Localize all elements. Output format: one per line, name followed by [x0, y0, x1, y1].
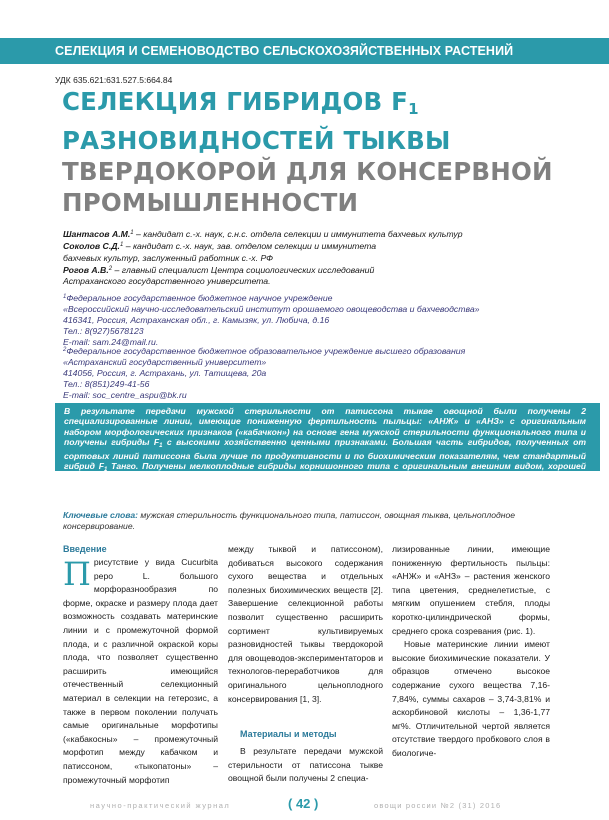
affiliation-phone: Тел.: 8(927)5678123: [63, 326, 144, 336]
section-heading-intro: Введение: [63, 544, 107, 554]
body-column-3: [392, 543, 550, 761]
intro-text: рисутствие у вида Cucurbita pepo L. большого морфоразнообразия по форме, окраске и размеру плода дает возможность создавать материнские линии и с промежуточной формой плода, и с различной окраской коры плода, что позволяет существенно расширить имеющийся отечественный селекционный материал в селекции на гетерозис, а также в первом поколении получать самые оригинальные морфотипы («кабакосны» – промежуточный морфотип между кабачком и патиссоном, «тыкопатоны» – промежуточный морфотип: [63, 557, 218, 785]
keywords: [63, 510, 573, 531]
paragraph: между тыквой и патиссоном), добиваться высокого содержания сухого вещества и отдельных полезных биохимических веществ [2]. Завершение селекционной работы позволит существенно расширить сортимент культивируемых разновидностей тыквы твердокорой для овощеводов-экспериментаторов и технологов-переработчиков для оригинального цельноплодного консервирования [1, 3].: [228, 544, 383, 704]
author-line: Рогов А.В.$^2$ – главный специалист Центра социологических исследований: [63, 264, 375, 275]
article-title: [62, 86, 582, 218]
affiliation-line: 414056, Россия, г. Астрахань, ул. Татищева, 20а: [63, 368, 267, 378]
authors-block: [63, 228, 533, 287]
section-header: СЕЛЕКЦИЯ И СЕМЕНОВОДСТВО СЕЛЬСКОХОЗЯЙСТВЕННЫХ РАСТЕНИЙ: [0, 38, 609, 64]
affiliation-line: «Астраханский государственный университет»: [63, 357, 267, 367]
affiliation-line: $^2$Федеральное государственное бюджетное образовательное учреждение высшего образования: [63, 346, 466, 356]
affiliation-email[interactable]: E-mail: sam.24@mail.ru.: [63, 337, 159, 347]
title-line-4: ПРОМЫШЛЕННОСТИ: [62, 188, 359, 217]
keywords-label: Ключевые слова:: [63, 510, 138, 520]
page-footer: [0, 796, 609, 814]
intro-paragraph: [63, 556, 218, 787]
body-column-1: [63, 543, 218, 787]
affiliation-line: 416341, Россия, Астраханская обл., г. Камызяк, ул. Любича, д.16: [63, 315, 330, 325]
paragraph: В результате передачи мужской стерильности от патиссона тыкве овощной были получены 2 специа-: [228, 746, 383, 784]
udk-code: УДК 635.621:631.527.5:664.84: [55, 75, 173, 85]
author-line: Шантасов А.М.$^1$ – кандидат с.-х. наук, с.н.с. отдела селекции и иммунитета бахчевых культур: [63, 229, 463, 239]
footer-journal-issue: овощи россии №2 (31) 2016: [374, 801, 502, 810]
title-line-2: РАЗНОВИДНОСТЕЙ ТЫКВЫ: [62, 126, 451, 155]
affiliation-phone: Тел.: 8(851)249-41-56: [63, 379, 150, 389]
affiliation-line: $^1$Федеральное государственное бюджетное научное учреждение: [63, 293, 333, 303]
title-line-3: ТВЕРДОКОРОЙ ДЛЯ КОНСЕРВНОЙ: [62, 157, 553, 186]
body-column-2: [228, 543, 383, 786]
affiliation-email[interactable]: E-mail: soc_centre_aspu@bk.ru: [63, 390, 187, 400]
author-line: бахчевых культур, заслуженный работник с.-х. РФ: [63, 252, 274, 263]
drop-cap: П: [63, 555, 91, 593]
affiliation-line: «Всероссийский научно-исследовательский институт орошаемого овощеводства и бахчеводства»: [63, 304, 480, 314]
abstract-box: В результате передачи мужской стерильности от патиссона тыкве овощной были получены 2 специализированные линии, имеющие пониженную фертильность пыльцы: «АНЖ» и «АНЗ» с оригинальным набором морфологических признаков («кабачкон») на основе гена мужской стерильности функционального типа и получены гибриды $F_1$ с высокими хозяйственно ценными признаками. Большая часть гибридов, полученных от сортовых линий патиссона была лучше по продуктивности и по биохимическим показателям, чем стандартный гибрид $F_1$ Танго. Получены мелкоплодные гибриды корнишонного типа с оригинальным внешним видом, хорошей урожайностью и высокими биохимических показатели, и могут быть использованы для цельноплодного консервирования.: [55, 403, 600, 471]
page-number: ( 42 ): [288, 796, 319, 811]
affiliation-1: [63, 292, 543, 348]
author-line: Соколов С.Д.$^1$ – кандидат с.-х. наук, зав. отделом селекции и иммунитета: [63, 241, 377, 252]
footer-journal-type: научно-практический журнал: [90, 801, 231, 810]
author-line: Астраханского государственного университета.: [63, 276, 271, 287]
section-heading-methods: Материалы и методы: [240, 729, 337, 740]
title-line-1: СЕЛЕКЦИЯ ГИБРИДОВ $F_1$: [62, 87, 419, 118]
affiliation-2: [63, 345, 543, 401]
paragraph: Новые материнские линии имеют высокие биохимические показатели. У образцов отмечено высокое содержание сухого вещества 7,16-7,84%, суммы сахаров – 3,74-3,81% и аскорбиновой кислоты – 1,36-1,77 мг%. Отличительной чертой является отсутствие твердого пробкового слоя в биологиче-: [392, 639, 550, 758]
keywords-text: мужская стерильность функционального типа, патиссон, овощная тыква, цельноплодное консервирование.: [63, 510, 516, 531]
paragraph: лизированные линии, имеющие пониженную фертильность пыльцы: «АНЖ» и «АНЗ» – растения женского типа цветения, среднелетистые, с мягким опушением стебля, плоды коротко-цилиндрической формы, среднего срока созревания (рис. 1).: [392, 544, 550, 636]
